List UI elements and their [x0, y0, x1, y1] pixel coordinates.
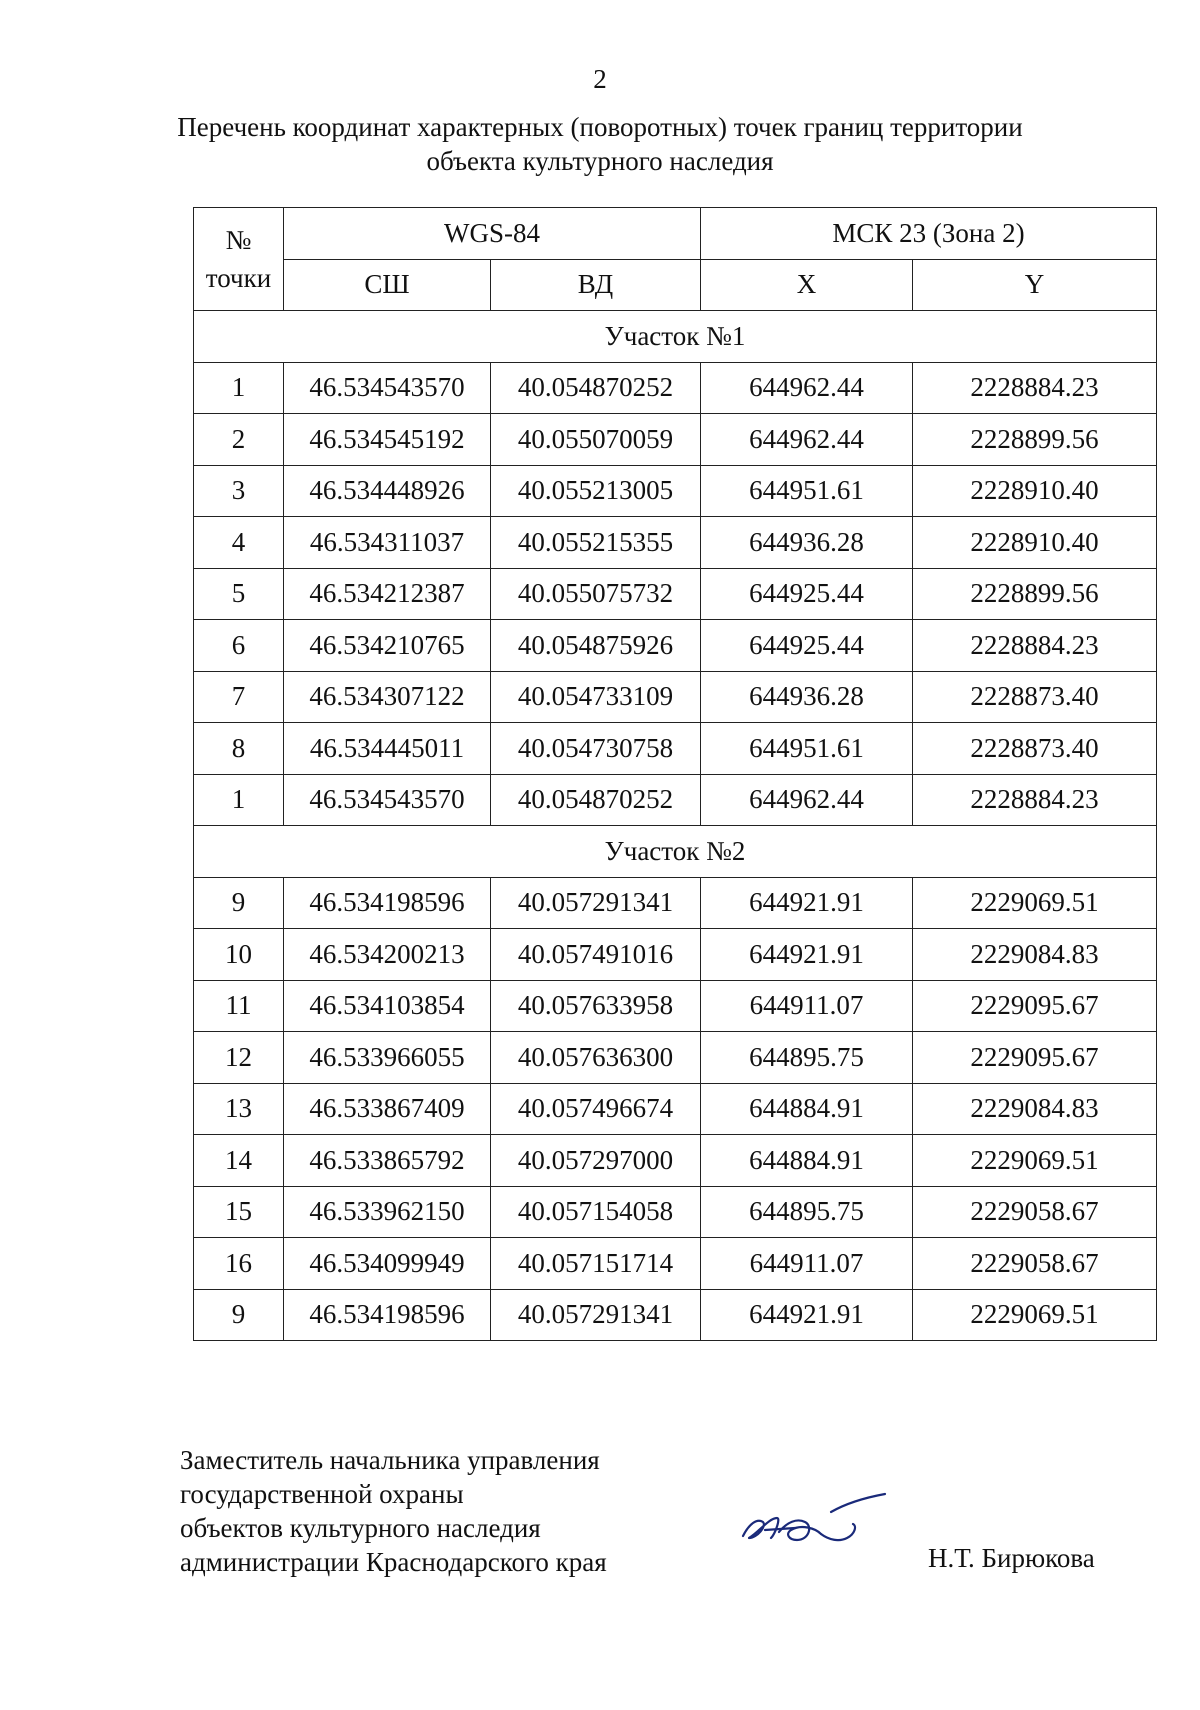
y-coordinate-cell: 2228899.56 — [913, 568, 1157, 620]
latitude-cell: 46.533962150 — [284, 1186, 491, 1238]
longitude-cell: 40.057496674 — [491, 1083, 701, 1135]
table-row — [194, 414, 1157, 466]
x-coordinate-cell: 644911.07 — [701, 980, 913, 1032]
longitude-cell: 40.057291341 — [491, 1289, 701, 1341]
signatory-position-line: Заместитель начальника управления — [180, 1445, 600, 1475]
x-coordinate-cell: 644951.61 — [701, 465, 913, 517]
point-number-header-line-1: № — [225, 225, 252, 255]
coordinates-table — [193, 207, 1157, 1341]
x-header: X — [701, 259, 913, 311]
latitude-cell: 46.534099949 — [284, 1238, 491, 1290]
latitude-cell: 46.534448926 — [284, 465, 491, 517]
y-coordinate-cell: 2229084.83 — [913, 929, 1157, 981]
longitude-cell: 40.054733109 — [491, 671, 701, 723]
coordinates-table-body — [194, 311, 1157, 1341]
point-number-cell: 7 — [194, 671, 284, 723]
latitude-cell: 46.534198596 — [284, 1289, 491, 1341]
latitude-cell: 46.534445011 — [284, 723, 491, 775]
latitude-cell: 46.533966055 — [284, 1032, 491, 1084]
longitude-cell: 40.054870252 — [491, 774, 701, 826]
table-header-row-2 — [194, 259, 1157, 311]
y-coordinate-cell: 2229095.67 — [913, 980, 1157, 1032]
section-row — [194, 826, 1157, 878]
table-row — [194, 774, 1157, 826]
point-number-header — [194, 208, 284, 311]
page-number: 2 — [593, 64, 607, 94]
table-row — [194, 1289, 1157, 1341]
table-row — [194, 671, 1157, 723]
y-coordinate-cell: 2228884.23 — [913, 774, 1157, 826]
y-coordinate-cell: 2229069.51 — [913, 1135, 1157, 1187]
y-coordinate-cell: 2228873.40 — [913, 671, 1157, 723]
point-number-cell: 9 — [194, 1289, 284, 1341]
y-coordinate-cell: 2229058.67 — [913, 1238, 1157, 1290]
longitude-cell: 40.054870252 — [491, 362, 701, 414]
table-row — [194, 568, 1157, 620]
latitude-cell: 46.534200213 — [284, 929, 491, 981]
x-coordinate-cell: 644925.44 — [701, 568, 913, 620]
latitude-cell: 46.534543570 — [284, 362, 491, 414]
signatory-position-line: объектов культурного наследия — [180, 1513, 541, 1543]
table-row — [194, 1238, 1157, 1290]
document-title-line-2: объекта культурного наследия — [426, 146, 774, 176]
y-coordinate-cell: 2228910.40 — [913, 465, 1157, 517]
y-header: Y — [913, 259, 1157, 311]
latitude-cell: 46.534311037 — [284, 517, 491, 569]
table-row — [194, 465, 1157, 517]
point-number-cell: 10 — [194, 929, 284, 981]
latitude-cell: 46.533867409 — [284, 1083, 491, 1135]
longitude-cell: 40.057291341 — [491, 877, 701, 929]
wgs84-header: WGS-84 — [284, 208, 701, 260]
point-number-cell: 12 — [194, 1032, 284, 1084]
x-coordinate-cell: 644895.75 — [701, 1032, 913, 1084]
x-coordinate-cell: 644951.61 — [701, 723, 913, 775]
point-number-cell: 1 — [194, 362, 284, 414]
y-coordinate-cell: 2228884.23 — [913, 620, 1157, 672]
latitude-cell: 46.534307122 — [284, 671, 491, 723]
table-header-row-1 — [194, 208, 1157, 260]
point-number-cell: 1 — [194, 774, 284, 826]
longitude-cell: 40.055213005 — [491, 465, 701, 517]
latitude-cell: 46.534545192 — [284, 414, 491, 466]
y-coordinate-cell: 2228873.40 — [913, 723, 1157, 775]
table-row — [194, 980, 1157, 1032]
table-row — [194, 362, 1157, 414]
longitude-cell: 40.057633958 — [491, 980, 701, 1032]
latitude-cell: 46.534543570 — [284, 774, 491, 826]
longitude-cell: 40.057636300 — [491, 1032, 701, 1084]
table-row — [194, 517, 1157, 569]
latitude-cell: 46.534198596 — [284, 877, 491, 929]
table-row — [194, 1135, 1157, 1187]
section-label: Участок №2 — [194, 826, 1157, 878]
longitude-cell: 40.055215355 — [491, 517, 701, 569]
y-coordinate-cell: 2229095.67 — [913, 1032, 1157, 1084]
table-row — [194, 1032, 1157, 1084]
section-label: Участок №1 — [194, 311, 1157, 363]
x-coordinate-cell: 644962.44 — [701, 774, 913, 826]
y-coordinate-cell: 2229069.51 — [913, 1289, 1157, 1341]
point-number-cell: 14 — [194, 1135, 284, 1187]
signatory-position — [180, 1443, 607, 1579]
point-number-cell: 4 — [194, 517, 284, 569]
y-coordinate-cell: 2228899.56 — [913, 414, 1157, 466]
x-coordinate-cell: 644895.75 — [701, 1186, 913, 1238]
y-coordinate-cell: 2229069.51 — [913, 877, 1157, 929]
document-title-line-1: Перечень координат характерных (поворотных) точек границ территории — [177, 112, 1023, 142]
longitude-cell: 40.055075732 — [491, 568, 701, 620]
latitude-cell: 46.534103854 — [284, 980, 491, 1032]
point-number-cell: 9 — [194, 877, 284, 929]
table-row — [194, 620, 1157, 672]
point-number-cell: 5 — [194, 568, 284, 620]
x-coordinate-cell: 644921.91 — [701, 877, 913, 929]
point-number-cell: 16 — [194, 1238, 284, 1290]
latitude-cell: 46.533865792 — [284, 1135, 491, 1187]
x-coordinate-cell: 644925.44 — [701, 620, 913, 672]
point-number-cell: 3 — [194, 465, 284, 517]
latitude-cell: 46.534212387 — [284, 568, 491, 620]
x-coordinate-cell: 644921.91 — [701, 1289, 913, 1341]
point-number-cell: 11 — [194, 980, 284, 1032]
document-title — [160, 110, 1040, 178]
table-row — [194, 723, 1157, 775]
x-coordinate-cell: 644921.91 — [701, 929, 913, 981]
point-number-header-line-2: точки — [205, 263, 272, 293]
signatory-name: Н.Т. Бирюкова — [928, 1543, 1095, 1573]
y-coordinate-cell: 2228884.23 — [913, 362, 1157, 414]
x-coordinate-cell: 644884.91 — [701, 1135, 913, 1187]
table-row — [194, 1083, 1157, 1135]
point-number-cell: 6 — [194, 620, 284, 672]
x-coordinate-cell: 644962.44 — [701, 362, 913, 414]
y-coordinate-cell: 2228910.40 — [913, 517, 1157, 569]
point-number-cell: 13 — [194, 1083, 284, 1135]
point-number-cell: 8 — [194, 723, 284, 775]
msk23-header: МСК 23 (Зона 2) — [701, 208, 1157, 260]
longitude-cell: 40.054730758 — [491, 723, 701, 775]
x-coordinate-cell: 644884.91 — [701, 1083, 913, 1135]
point-number-cell: 15 — [194, 1186, 284, 1238]
longitude-header: ВД — [491, 259, 701, 311]
table-row — [194, 929, 1157, 981]
signatory-position-line: администрации Краснодарского края — [180, 1547, 607, 1577]
x-coordinate-cell: 644936.28 — [701, 517, 913, 569]
handwritten-signature — [735, 1488, 905, 1558]
signatory-position-line: государственной охраны — [180, 1479, 464, 1509]
y-coordinate-cell: 2229058.67 — [913, 1186, 1157, 1238]
longitude-cell: 40.057491016 — [491, 929, 701, 981]
longitude-cell: 40.057297000 — [491, 1135, 701, 1187]
y-coordinate-cell: 2229084.83 — [913, 1083, 1157, 1135]
longitude-cell: 40.057151714 — [491, 1238, 701, 1290]
longitude-cell: 40.057154058 — [491, 1186, 701, 1238]
x-coordinate-cell: 644911.07 — [701, 1238, 913, 1290]
longitude-cell: 40.055070059 — [491, 414, 701, 466]
section-row — [194, 311, 1157, 363]
latitude-header: СШ — [284, 259, 491, 311]
x-coordinate-cell: 644936.28 — [701, 671, 913, 723]
longitude-cell: 40.054875926 — [491, 620, 701, 672]
x-coordinate-cell: 644962.44 — [701, 414, 913, 466]
point-number-cell: 2 — [194, 414, 284, 466]
table-row — [194, 877, 1157, 929]
latitude-cell: 46.534210765 — [284, 620, 491, 672]
table-row — [194, 1186, 1157, 1238]
